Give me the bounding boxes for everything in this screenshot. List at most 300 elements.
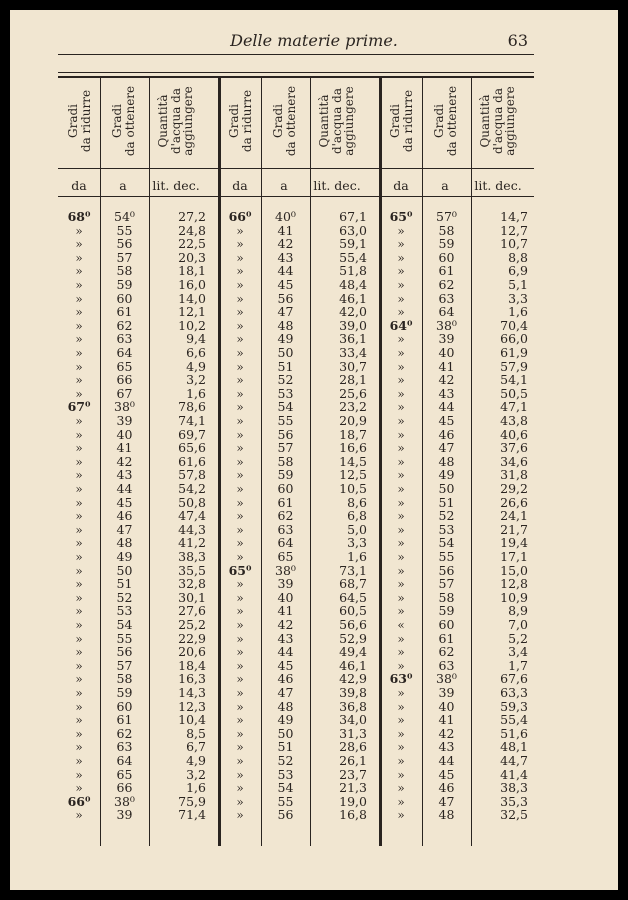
- table-cell-from: »: [75, 726, 83, 741]
- unit-label: a: [119, 178, 127, 193]
- table-cell-to: 48: [277, 698, 294, 714]
- table-cell-from: »: [75, 454, 83, 469]
- units-bottom-rule: [58, 196, 534, 197]
- table-cell-to: 56: [277, 807, 294, 823]
- table-cell-from: 68⁰: [67, 209, 91, 224]
- table-cell-from: »: [397, 495, 405, 510]
- table-cell-from: »: [75, 658, 83, 673]
- table-cell-water: 33,4: [339, 345, 367, 360]
- table-cell-water: 10,4: [178, 712, 206, 728]
- table-cell-to: 45: [277, 277, 294, 292]
- table-cell-to: 44: [277, 263, 294, 279]
- table-cell-water: 32,8: [178, 576, 206, 592]
- table-cell-from: »: [236, 699, 244, 714]
- table-cell-water: 12,7: [500, 222, 528, 238]
- table-cell-to: 49: [116, 549, 133, 564]
- table-cell-to: 61: [116, 304, 133, 320]
- table-cell-to: 55: [438, 549, 455, 564]
- table-cell-from: »: [236, 631, 244, 646]
- table-cell-water: 48,1: [500, 739, 528, 755]
- table-cell-to: 40: [277, 589, 294, 605]
- column-header-line: d'acqua da: [490, 87, 505, 155]
- table-cell-from: »: [397, 604, 405, 619]
- table-cell-from: »: [75, 781, 83, 796]
- table-cell-to: 40: [116, 426, 133, 442]
- table-cell-water: 6,8: [347, 508, 367, 524]
- column-header-line: d'acqua da: [168, 87, 183, 155]
- table-cell-from: 66⁰: [228, 209, 252, 224]
- table-cell-to: 38⁰: [275, 562, 296, 578]
- table-cell-water: 64,5: [339, 589, 367, 605]
- table-cell-water: 46,1: [339, 290, 367, 306]
- column-header: [157, 79, 195, 163]
- table-cell-from: »: [397, 373, 405, 388]
- table-cell-water: 15,0: [500, 562, 528, 578]
- table-cell-to: 52: [277, 753, 294, 768]
- table-cell-from: »: [397, 713, 405, 728]
- table-cell-water: 26,6: [500, 494, 528, 510]
- table-cell-to: 48: [438, 453, 455, 469]
- table-cell-to: 38⁰: [114, 399, 135, 415]
- table-cell-to: 49: [438, 467, 455, 483]
- table-cell-to: 47: [277, 685, 294, 700]
- table-cell-from: »: [75, 332, 83, 347]
- table-cell-from: »: [236, 468, 244, 483]
- table-cell-from: »: [397, 427, 405, 442]
- table-cell-water: 16,3: [178, 671, 206, 687]
- table-cell-from: »: [75, 291, 83, 306]
- column-header: [318, 79, 356, 163]
- unit-label: da: [232, 178, 248, 193]
- table-cell-from: »: [397, 550, 405, 564]
- header-bottom-rule: [58, 168, 534, 169]
- table-cell-to: 65: [277, 549, 294, 564]
- table-cell-to: 39: [438, 685, 455, 700]
- table-cell-from: »: [75, 686, 83, 700]
- table-cell-to: 44: [277, 644, 294, 660]
- table-top-rule-thick: [58, 76, 534, 78]
- table-cell-water: 1,7: [508, 657, 528, 673]
- column-header: [111, 79, 136, 163]
- table-cell-water: 37,6: [500, 440, 528, 456]
- table-cell-from: »: [75, 604, 83, 619]
- table-cell-to: 39: [438, 331, 455, 347]
- table-cell-from: »: [397, 563, 405, 578]
- table-cell-to: 44: [116, 481, 133, 496]
- column-header-line: d'acqua da: [329, 87, 344, 155]
- table-cell-water: 74,1: [178, 413, 206, 428]
- table-cell-from: »: [397, 468, 405, 483]
- table-cell-from: »: [75, 414, 83, 428]
- table-cell-from: »: [75, 563, 83, 578]
- table-cell-from: »: [75, 386, 83, 401]
- table-cell-from: »: [75, 278, 83, 292]
- table-cell-from: »: [236, 604, 244, 619]
- table-cell-water: 21,3: [339, 780, 367, 796]
- table-cell-to: 44: [438, 753, 455, 768]
- table-cell-water: 8,8: [508, 249, 528, 265]
- table-cell-to: 56: [116, 236, 133, 252]
- table-cell-from: 65⁰: [389, 209, 413, 224]
- table-cell-to: 59: [438, 603, 455, 619]
- table-cell-water: 18,4: [178, 657, 206, 673]
- table-cell-water: 6,7: [186, 739, 206, 755]
- table-cell-water: 12,5: [339, 467, 367, 483]
- table-cell-to: 61: [277, 494, 294, 510]
- table-cell-to: 39: [116, 807, 133, 823]
- table-cell-water: 44,7: [500, 753, 528, 768]
- table-cell-from: »: [75, 577, 83, 592]
- table-cell-to: 50: [277, 345, 294, 360]
- table-cell-from: »: [397, 305, 405, 320]
- table-cell-water: 70,4: [500, 317, 528, 333]
- table-cell-to: 56: [277, 426, 294, 442]
- table-cell-water: 4,9: [186, 753, 206, 768]
- table-cell-from: »: [397, 658, 405, 673]
- table-cell-to: 51: [277, 739, 294, 755]
- table-cell-water: 1,6: [186, 780, 206, 796]
- table-cell-water: 51,6: [500, 725, 528, 741]
- table-cell-water: 12,3: [178, 698, 206, 714]
- table-cell-from: »: [397, 482, 405, 496]
- table-cell-water: 63,3: [500, 685, 528, 700]
- table-cell-water: 35,5: [178, 562, 206, 578]
- table-cell-to: 56: [116, 644, 133, 660]
- table-cell-from: »: [75, 631, 83, 646]
- table-cell-to: 46: [438, 780, 455, 796]
- table-cell-from: »: [75, 713, 83, 728]
- column-header: [479, 79, 517, 163]
- table-cell-water: 12,8: [500, 576, 528, 592]
- table-cell-to: 66: [116, 780, 133, 796]
- table-cell-water: 50,5: [500, 385, 528, 401]
- table-cell-to: 38⁰: [436, 317, 457, 333]
- table-cell-to: 54: [277, 399, 294, 415]
- table-cell-to: 45: [277, 657, 294, 673]
- unit-label: a: [441, 178, 449, 193]
- table-cell-water: 75,9: [178, 793, 206, 809]
- table-cell-to: 62: [438, 277, 455, 292]
- table-cell-from: »: [236, 373, 244, 388]
- table-cell-from: »: [75, 305, 83, 320]
- table-cell-to: 39: [116, 413, 133, 428]
- table-cell-from: »: [397, 264, 405, 279]
- table-cell-to: 52: [438, 508, 455, 524]
- table-cell-to: 42: [116, 453, 133, 469]
- table-cell-from: »: [236, 808, 244, 823]
- table-cell-from: »: [75, 441, 83, 456]
- table-cell-water: 28,6: [339, 739, 367, 755]
- table-cell-from: »: [397, 686, 405, 700]
- table-cell-water: 5,1: [508, 277, 528, 292]
- table-cell-water: 38,3: [178, 549, 206, 564]
- table-cell-to: 48: [438, 807, 455, 823]
- table-cell-from: »: [236, 781, 244, 796]
- table-cell-to: 64: [116, 753, 133, 768]
- table-cell-to: 53: [277, 766, 294, 782]
- table-cell-water: 57,9: [500, 358, 528, 374]
- table-cell-water: 16,0: [178, 277, 206, 292]
- table-cell-from: »: [236, 441, 244, 456]
- table-cell-to: 43: [277, 249, 294, 265]
- table-cell-water: 39,8: [339, 685, 367, 700]
- table-cell-from: »: [397, 414, 405, 428]
- table-cell-water: 59,3: [500, 698, 528, 714]
- column-header: [389, 79, 414, 163]
- table-cell-to: 64: [277, 535, 294, 551]
- table-cell-water: 38,3: [500, 780, 528, 796]
- table-cell-water: 17,1: [500, 549, 528, 564]
- book-page: [10, 10, 618, 890]
- table-cell-from: »: [397, 536, 405, 551]
- table-cell-to: 51: [116, 576, 133, 592]
- table-cell-to: 58: [116, 671, 133, 687]
- table-cell-to: 52: [277, 372, 294, 388]
- table-cell-from: »: [397, 359, 405, 374]
- table-cell-water: 25,6: [339, 385, 367, 401]
- unit-label: lit. dec.: [152, 178, 200, 193]
- table-cell-water: 42,0: [339, 304, 367, 320]
- table-cell-from: »: [397, 631, 405, 646]
- table-cell-water: 73,1: [339, 562, 367, 578]
- table-cell-water: 4,9: [186, 358, 206, 374]
- column-header: [228, 79, 253, 163]
- table-cell-from: »: [236, 754, 244, 768]
- table-cell-from: 66⁰: [67, 793, 91, 809]
- table-cell-from: »: [236, 794, 244, 809]
- table-cell-from: »: [397, 794, 405, 809]
- table-cell-water: 20,3: [178, 249, 206, 265]
- table-cell-water: 55,4: [339, 249, 367, 265]
- table-cell-from: »: [236, 672, 244, 687]
- table-cell-water: 44,3: [178, 521, 206, 537]
- table-cell-to: 60: [116, 698, 133, 714]
- table-cell-to: 45: [438, 413, 455, 428]
- table-cell-to: 45: [438, 766, 455, 782]
- table-cell-to: 63: [116, 739, 133, 755]
- table-cell-to: 57: [116, 249, 133, 265]
- table-cell-from: »: [397, 577, 405, 592]
- table-cell-from: »: [236, 767, 244, 782]
- table-cell-from: »: [397, 781, 405, 796]
- table-cell-from: »: [236, 278, 244, 292]
- table-cell-from: »: [236, 713, 244, 728]
- table-cell-to: 60: [438, 249, 455, 265]
- table-cell-water: 26,1: [339, 753, 367, 768]
- table-cell-to: 62: [116, 725, 133, 741]
- table-cell-water: 24,8: [178, 222, 206, 238]
- table-cell-from: »: [236, 577, 244, 592]
- table-cell-to: 54: [116, 617, 133, 632]
- table-cell-water: 1,6: [508, 304, 528, 320]
- table-cell-water: 3,2: [186, 372, 206, 388]
- table-cell-from: »: [75, 672, 83, 687]
- column-header-line: da ridurre: [78, 89, 92, 153]
- table-cell-from: »: [75, 509, 83, 524]
- table-cell-from: »: [236, 658, 244, 673]
- table-cell-water: 63,0: [339, 222, 367, 238]
- table-cell-from: »: [236, 291, 244, 306]
- table-cell-water: 18,1: [178, 263, 206, 279]
- table-cell-water: 78,6: [178, 399, 206, 415]
- table-cell-water: 23,2: [339, 399, 367, 415]
- table-cell-from: »: [75, 346, 83, 360]
- table-cell-to: 38⁰: [436, 671, 457, 687]
- table-cell-water: 22,9: [178, 630, 206, 646]
- table-cell-water: 43,8: [500, 413, 528, 428]
- table-cell-to: 43: [438, 385, 455, 401]
- table-cell-from: »: [75, 536, 83, 551]
- column-header-line: Gradi: [65, 104, 80, 138]
- column-header-line: da ridurre: [400, 89, 414, 153]
- table-cell-water: 49,4: [339, 644, 367, 660]
- table-cell-from: »: [75, 645, 83, 660]
- table-cell-water: 67,1: [339, 209, 367, 224]
- table-cell-to: 58: [438, 222, 455, 238]
- table-cell-to: 50: [438, 481, 455, 496]
- table-cell-to: 41: [438, 712, 455, 728]
- table-cell-from: »: [236, 536, 244, 551]
- table-cell-to: 62: [116, 317, 133, 333]
- table-cell-to: 41: [277, 222, 294, 238]
- table-cell-from: »: [397, 645, 405, 660]
- table-cell-from: »: [75, 590, 83, 605]
- table-cell-from: »: [397, 332, 405, 347]
- table-cell-from: »: [75, 767, 83, 782]
- table-cell-to: 55: [277, 793, 294, 809]
- unit-label: a: [280, 178, 288, 193]
- table-cell-to: 65: [116, 358, 133, 374]
- table-cell-from: »: [397, 386, 405, 401]
- table-cell-from: »: [236, 332, 244, 347]
- table-cell-to: 53: [116, 603, 133, 619]
- table-cell-to: 57: [277, 440, 294, 456]
- table-cell-to: 55: [116, 222, 133, 238]
- page-number: 63: [507, 31, 528, 50]
- table-cell-from: »: [236, 686, 244, 700]
- table-cell-from: »: [236, 223, 244, 238]
- table-cell-to: 55: [116, 630, 133, 646]
- table-cell-to: 49: [277, 712, 294, 728]
- table-cell-from: »: [397, 522, 405, 537]
- table-cell-water: 24,1: [500, 508, 528, 524]
- table-cell-from: »: [397, 346, 405, 360]
- table-cell-to: 38⁰: [114, 793, 135, 809]
- table-cell-water: 36,8: [339, 698, 367, 714]
- table-cell-to: 47: [438, 440, 455, 456]
- table-cell-to: 64: [116, 345, 133, 360]
- table-cell-from: »: [236, 482, 244, 496]
- table-cell-from: »: [236, 740, 244, 755]
- table-cell-water: 30,7: [339, 358, 367, 374]
- table-cell-from: »: [75, 522, 83, 537]
- table-cell-from: »: [75, 427, 83, 442]
- table-cell-water: 30,1: [178, 589, 206, 605]
- table-cell-from: »: [397, 726, 405, 741]
- table-cell-from: »: [397, 223, 405, 238]
- table-cell-water: 3,4: [508, 644, 528, 660]
- table-cell-water: 54,2: [178, 481, 206, 496]
- table-cell-from: »: [397, 454, 405, 469]
- table-cell-to: 42: [277, 617, 294, 632]
- table-cell-to: 42: [438, 372, 455, 388]
- table-cell-to: 49: [277, 331, 294, 347]
- table-cell-water: 19,0: [339, 793, 367, 809]
- table-cell-water: 61,9: [500, 345, 528, 360]
- table-cell-water: 34,0: [339, 712, 367, 728]
- table-cell-to: 67: [116, 385, 133, 401]
- table-cell-from: «: [397, 618, 405, 632]
- table-cell-to: 61: [438, 630, 455, 646]
- table-cell-to: 57: [438, 576, 455, 592]
- table-cell-to: 54: [438, 535, 455, 551]
- column-header-line: Quantità: [317, 94, 332, 148]
- column-header-line: aggiungere: [503, 86, 518, 156]
- table-cell-water: 35,3: [500, 793, 528, 809]
- table-cell-from: »: [75, 754, 83, 768]
- table-cell-from: »: [236, 305, 244, 320]
- table-cell-from: »: [75, 318, 83, 333]
- unit-label: lit. dec.: [474, 178, 522, 193]
- table-cell-to: 63: [438, 290, 455, 306]
- table-cell-to: 61: [438, 263, 455, 279]
- table-cell-water: 31,8: [500, 467, 528, 483]
- running-title: Delle materie prime.: [230, 31, 398, 50]
- table-cell-water: 19,4: [500, 535, 528, 551]
- table-cell-water: 68,7: [339, 576, 367, 592]
- table-cell-water: 6,9: [508, 263, 528, 279]
- table-cell-from: »: [236, 509, 244, 524]
- table-cell-to: 43: [277, 630, 294, 646]
- table-cell-to: 50: [277, 725, 294, 741]
- table-cell-to: 51: [277, 358, 294, 374]
- table-cell-from: »: [236, 645, 244, 660]
- table-cell-water: 60,5: [339, 603, 367, 619]
- table-cell-water: 14,3: [178, 685, 206, 700]
- table-cell-to: 54: [277, 780, 294, 796]
- table-cell-from: »: [236, 400, 244, 415]
- table-cell-to: 53: [438, 521, 455, 537]
- table-cell-water: 28,1: [339, 372, 367, 388]
- table-cell-water: 47,1: [500, 399, 528, 415]
- table-cell-water: 54,1: [500, 372, 528, 388]
- table-cell-water: 27,6: [178, 603, 206, 619]
- unit-label: da: [71, 178, 87, 193]
- column-header-line: da ottenere: [283, 85, 297, 157]
- table-cell-water: 46,1: [339, 657, 367, 673]
- table-cell-water: 29,2: [500, 481, 528, 496]
- table-cell-from: »: [236, 414, 244, 428]
- table-cell-from: »: [75, 740, 83, 755]
- table-cell-from: »: [236, 495, 244, 510]
- table-cell-to: 46: [277, 671, 294, 687]
- table-cell-to: 47: [116, 521, 133, 537]
- table-cell-water: 10,5: [339, 481, 367, 496]
- unit-label: da: [393, 178, 409, 193]
- table-cell-water: 1,6: [186, 385, 206, 401]
- table-cell-to: 44: [438, 399, 455, 415]
- table-cell-to: 59: [438, 236, 455, 252]
- table-cell-water: 25,2: [178, 617, 206, 632]
- table-cell-from: 67⁰: [67, 399, 91, 415]
- table-cell-water: 71,4: [178, 807, 206, 823]
- column-header-line: aggiungere: [342, 86, 357, 156]
- table-cell-water: 7,0: [508, 617, 528, 632]
- table-cell-water: 16,8: [339, 807, 367, 823]
- column-header-line: Gradi: [226, 104, 241, 138]
- table-cell-to: 66: [116, 372, 133, 388]
- table-cell-water: 1,6: [347, 549, 367, 564]
